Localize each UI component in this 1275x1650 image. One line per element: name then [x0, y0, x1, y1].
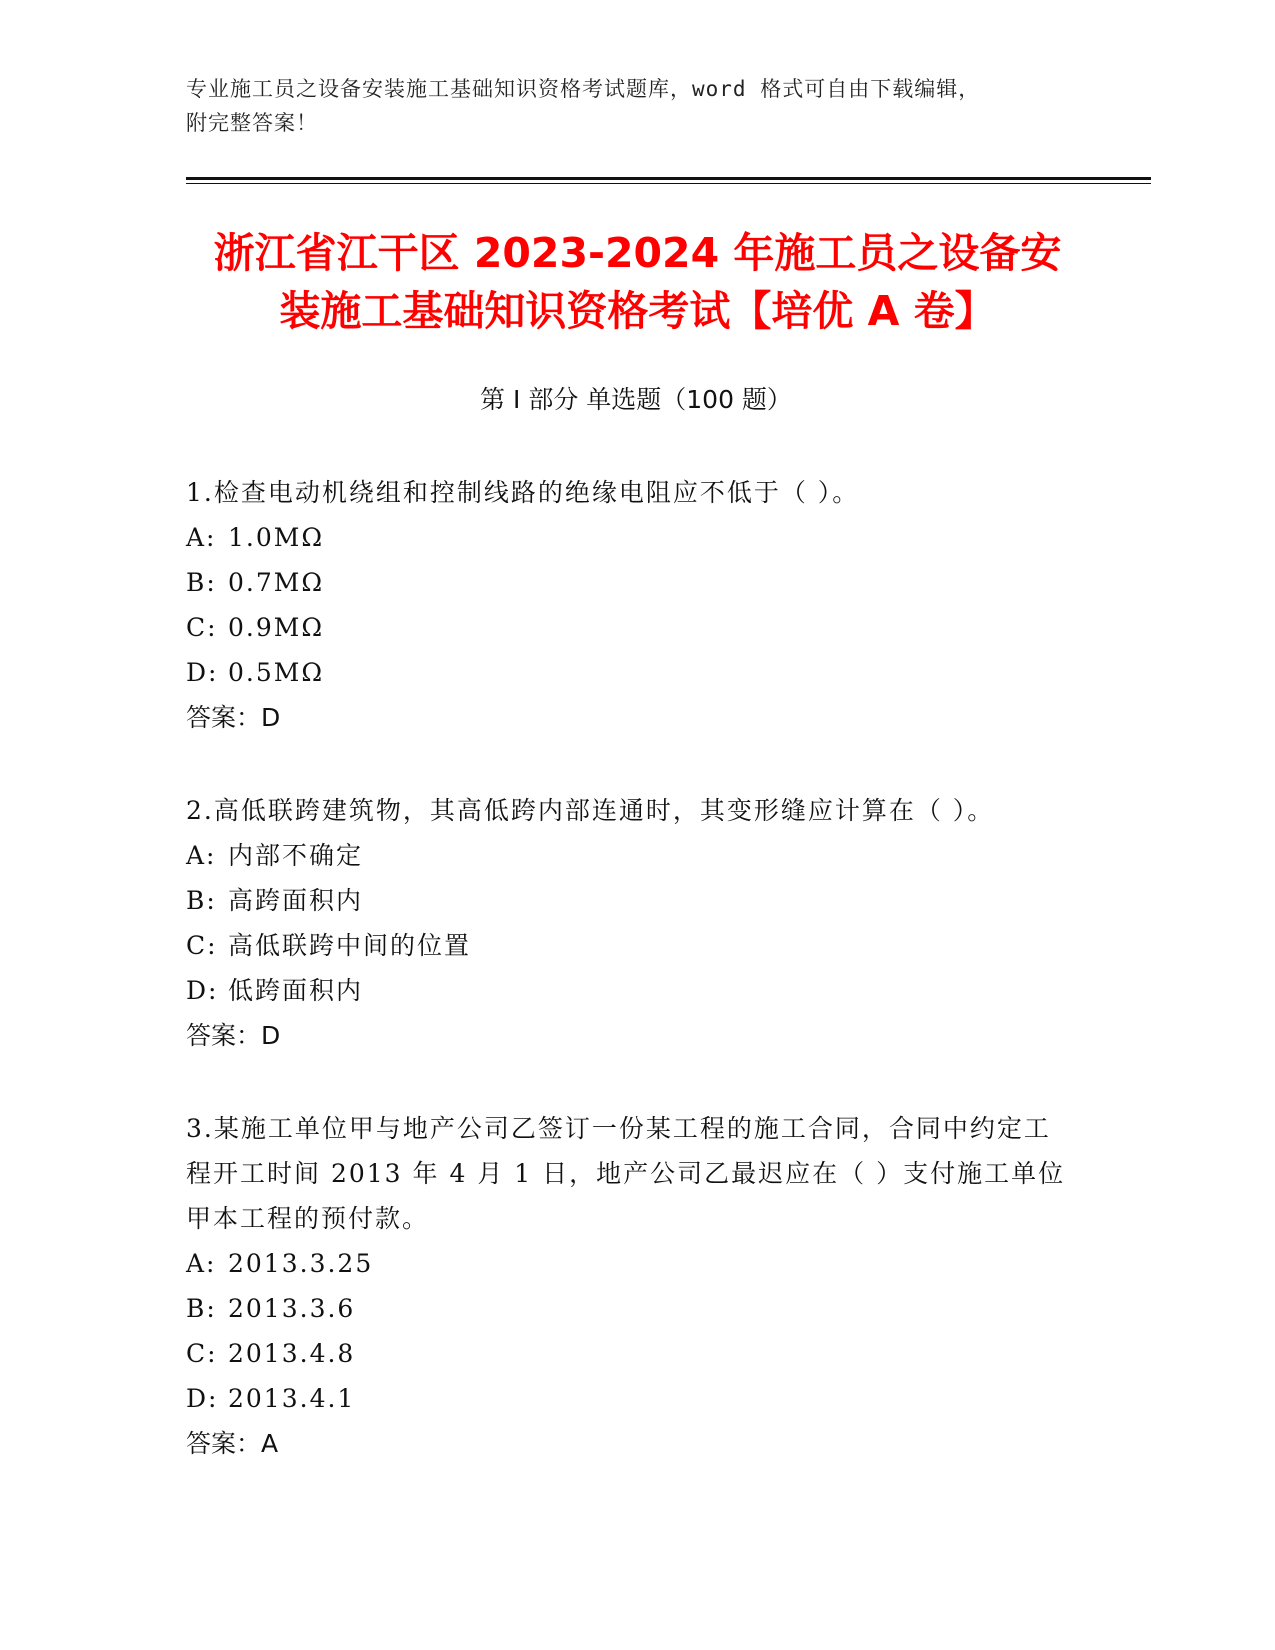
option-letter: B: [186, 886, 217, 915]
option-a [186, 515, 1066, 560]
option-letter: C: [186, 1339, 218, 1368]
option-c [186, 923, 1066, 968]
option-letter: B: [186, 568, 217, 597]
option-letter: B: [186, 1294, 217, 1323]
option-c [186, 1331, 1066, 1376]
option-text: 2013.3.6 [228, 1294, 356, 1323]
option-text: 2013.4.8 [228, 1339, 356, 1368]
question-stem: 3.某施工单位甲与地产公司乙签订一份某工程的施工合同，合同中约定工程开工时间 2013 年 4 月 1 日，地产公司乙最迟应在（ ）支付施工单位甲本工程的预付款。 [186, 1114, 1066, 1233]
question-3 [186, 1106, 1066, 1466]
option-c [186, 605, 1066, 650]
header-note-line-2: 附完整答案！ [186, 111, 318, 135]
document-title [150, 224, 1125, 340]
option-text: 内部不确定 [228, 841, 364, 870]
answer-value: A [261, 1429, 279, 1458]
option-text: 0.7MΩ [228, 568, 325, 597]
option-text: 1.0MΩ [228, 523, 325, 552]
question-1 [186, 470, 1066, 740]
option-letter: D: [186, 976, 219, 1005]
answer-line [186, 695, 1066, 740]
option-letter: A: [186, 523, 217, 552]
question-stem: 2.高低联跨建筑物，其高低跨内部连通时，其变形缝应计算在（ ）。 [186, 796, 995, 825]
document-title-line-1: 浙江省江干区 2023-2024 年施工员之设备安 [213, 229, 1062, 277]
document-title-line-2: 装施工基础知识资格考试【培优 A 卷】 [279, 287, 996, 335]
option-b [186, 1286, 1066, 1331]
question-stem: 1.检查电动机绕组和控制线路的绝缘电阻应不低于（ ）。 [186, 478, 860, 507]
option-letter: A: [186, 841, 217, 870]
option-text: 高跨面积内 [228, 886, 364, 915]
option-text: 高低联跨中间的位置 [228, 931, 472, 960]
option-letter: A: [186, 1249, 217, 1278]
option-letter: D: [186, 1384, 219, 1413]
answer-value: D [261, 1021, 281, 1050]
option-letter: D: [186, 658, 219, 687]
option-d [186, 650, 1066, 695]
header-divider-thick [186, 177, 1151, 180]
option-text: 2013.3.25 [228, 1249, 374, 1278]
header-divider-thin [186, 183, 1151, 184]
answer-label: 答案： [186, 703, 262, 732]
answer-value: D [261, 703, 281, 732]
answer-label: 答案： [186, 1021, 262, 1050]
answer-label: 答案： [186, 1429, 262, 1458]
option-a [186, 833, 1066, 878]
option-d [186, 968, 1066, 1013]
option-text: 0.5MΩ [228, 658, 325, 687]
option-b [186, 878, 1066, 923]
option-letter: C: [186, 613, 218, 642]
header-note [186, 72, 1086, 140]
section-heading: 第 I 部分 单选题（100 题） [480, 385, 792, 414]
header-note-line-1: 专业施工员之设备安装施工基础知识资格考试题库，word 格式可自由下载编辑， [186, 77, 981, 101]
option-a [186, 1241, 1066, 1286]
question-2 [186, 788, 1066, 1058]
option-text: 2013.4.1 [228, 1384, 356, 1413]
option-b [186, 560, 1066, 605]
option-letter: C: [186, 931, 218, 960]
option-d [186, 1376, 1066, 1421]
answer-line [186, 1013, 1066, 1058]
option-text: 0.9MΩ [228, 613, 325, 642]
answer-line [186, 1421, 1066, 1466]
option-text: 低跨面积内 [228, 976, 364, 1005]
